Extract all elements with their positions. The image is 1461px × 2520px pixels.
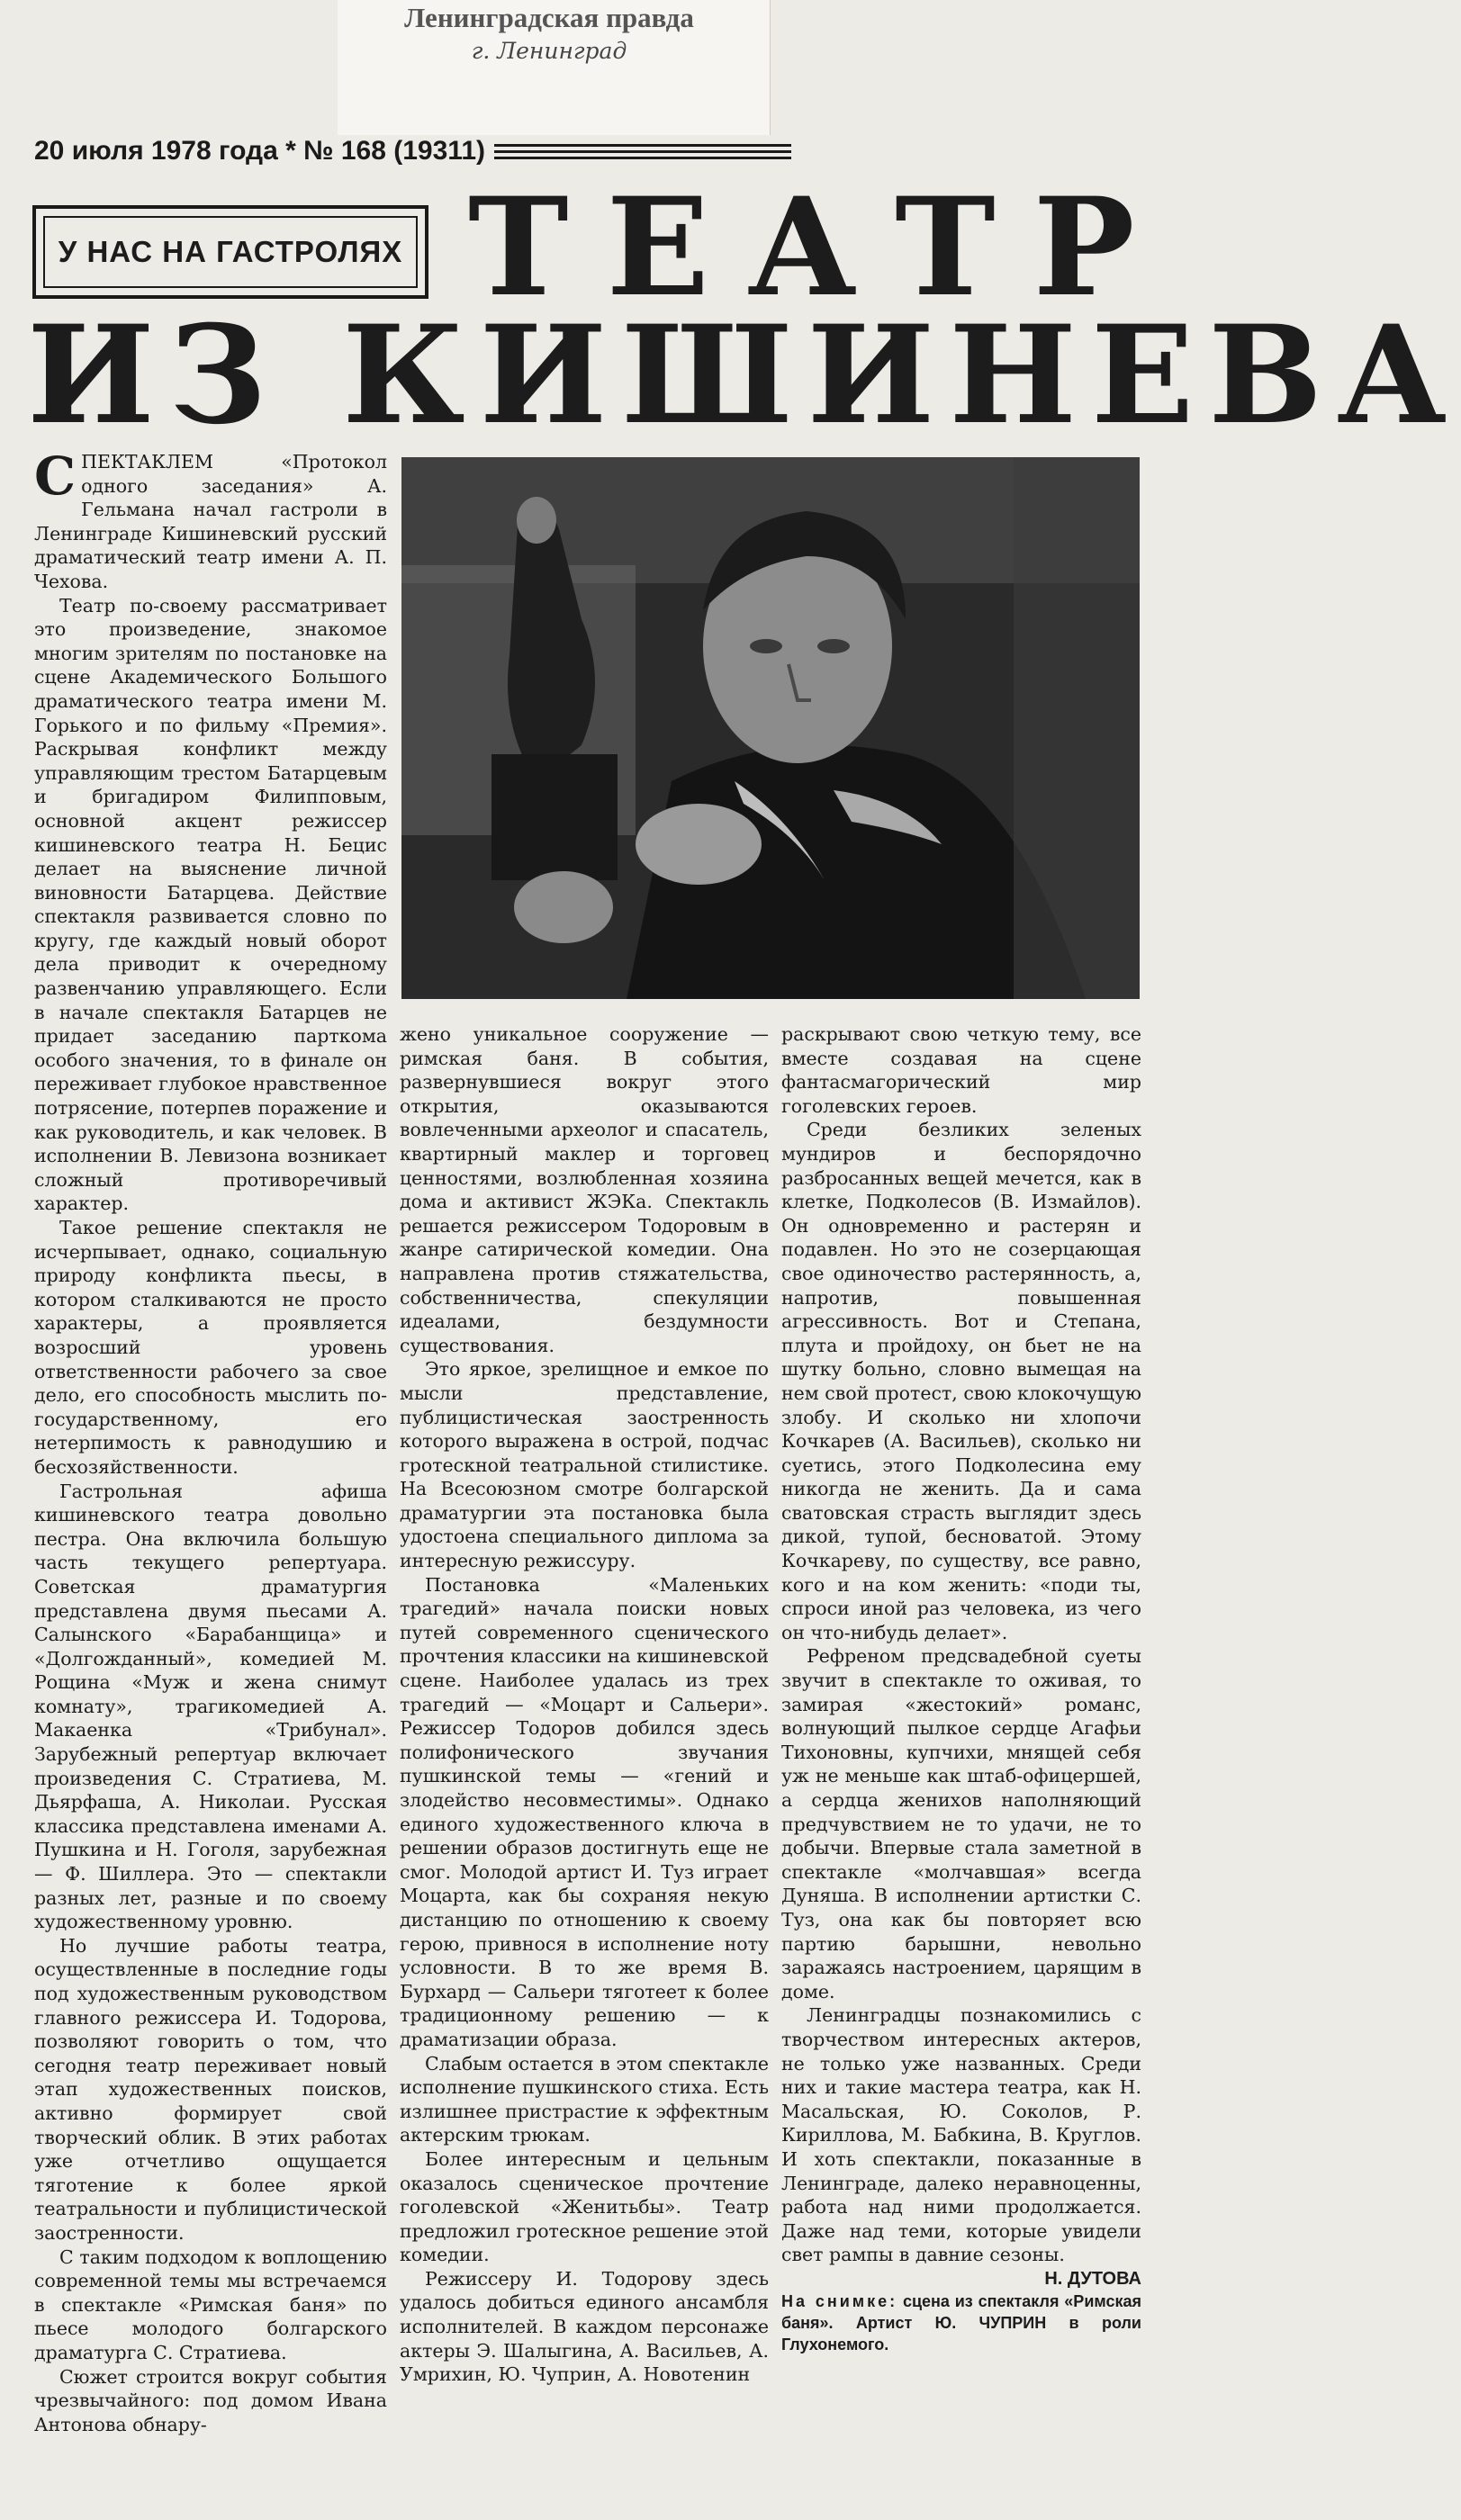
paragraph: Это яркое, зрелищное и емкое по мысли представление, публицистическая заостренность которого выражена в острой, подчас гротескной театральной стилистике. На Всесоюзном смотре болгарской драматургии эта постановка была удостоена специального диплома за интересную режиссуру. <box>400 1358 769 1572</box>
paragraph: Но лучшие работы театра, осуществленные в последние годы под художественным руководством главного режиссера И. Тодорова, позволяют говорить о том, что сегодня театр переживает новый этап художественных поисков, активно формирует свой творческий облик. В этих работах уже отчетливо ощущается тяготение к более яркой театральности и публицистической заостренности. <box>34 1934 387 2244</box>
paragraph: Театр по-своему рассматривает это произведение, знакомое многим зрителям по постановке на сцене Академического Большого драматического театра имени М. Горького и по фильму «Премия». Раскрывая конфликт между управляющим трестом Батарцевым и бригадиром Филипповым, основной акцент режиссер кишиневского театра Н. Бецис делает на выяснение личной виновности Батарцева. Действие спектакля развивается словно по кругу, где каждый новый оборот дела приводит к очередному развенчанию управляющего. Если в начале спектакля Батарцев не придает заседанию парткома особого значения, то в финале он переживает глубокое нравственное потрясение, потерпев поражение и как руководитель, и как человек. В исполнении В. Левизона возникает сложный противоречивый характер. <box>34 594 387 1215</box>
paragraph: жено уникальное сооружение — римская баня. В события, развернувшиеся вокруг этого открытия, оказываются вовлеченными археолог и спасатель, квартирный маклер и торговец ценностями, возлюбленная хозяина дома и активист ЖЭКа. Спектакль решается режиссером Тодоровым в жанре сатирической комедии. Она направлена против стяжательства, собственничества, спекуляции идеалами, бездумности существования. <box>400 1023 769 1356</box>
issue-rules <box>494 140 791 163</box>
paragraph: Ленинградцы познакомились с творчеством интересных актеров, не только уже названных. Среди них и такие мастера театра, как Н. Масальская, Ю. Соколов, Р. Кириллова, М. Бабкина, В. Круглов. И хоть спектакли, показанные в Ленинграде, далеко неравноценны, работа над ними продолжается. Даже над теми, которые увидели свет рампы в давние сезоны. <box>781 2004 1141 2266</box>
paragraph: Режиссеру И. Тодорову здесь удалось добиться единого ансамбля исполнителей. В каждом персонаже актеры Э. Шалыгина, А. Васильев, А. Умрихин, Ю. Чуприн, А. Новотенин <box>400 2267 769 2386</box>
paragraph: Гастрольная афиша кишиневского театра довольно пестра. Она включила большую часть текущего репертуара. Советская драматургия представлена двумя пьесами А. Салынского «Барабанщица» и «Долгожданный», комедией М. Рощина «Муж и жена снимут комнату», трагикомедией А. Макаенка «Трибунал». Зарубежный репертуар включает произведения С. Стратиева, М. Дьярфаша, А. Николаи. Русская классика представлена именами А. Пушкина и Н. Гоголя, зарубежная — Ф. Шиллера. Это — спектакли разных лет, разные и по своему художественному уровню. <box>34 1480 387 1933</box>
caption-lead: На снимке: <box>781 2292 898 2311</box>
paragraph: раскрывают свою четкую тему, все вместе создавая на сцене фантасмагорический мир гоголевских героев. <box>781 1023 1141 1117</box>
headline-line-2: ИЗ КИШИНЕВА <box>27 296 1461 454</box>
caption-text: сцена из спектакля «Римская баня». Артист Ю. ЧУПРИН в роли Глухонемого. <box>781 2292 1141 2354</box>
article-column-1 <box>34 446 387 2436</box>
paragraph: Более интересным и цельным оказалось сценическое прочтение гоголевской «Женитьбы». Театр предложил гротескное решение этой комедии. <box>400 2147 769 2266</box>
paragraph: Слабым остается в этом спектакле исполнение пушкинского стиха. Есть излишнее пристрастие к эффектным актерским трюкам. <box>400 2052 769 2146</box>
paragraph: С таким подходом к воплощению современной темы мы встречаемся в спектакле «Римская баня» по пьесе молодого болгарского драматурга С. Стратиева. <box>34 2246 387 2363</box>
author-signature: Н. ДУТОВА <box>1044 2268 1141 2289</box>
issue-line <box>34 133 1150 169</box>
photo-caption <box>781 2290 1141 2355</box>
paragraph: Такое решение спектакля не исчерпывает, однако, социальную природу конфликта пьесы, в котором сталкиваются не просто характеры, а проявляется возросший уровень ответственности рабочего за свое дело, его способность мыслить по-государственному, его нетерпимость к равнодушию и бесхозяйственности. <box>34 1217 387 1478</box>
headline-line-1: ТЕАТР <box>468 168 1173 327</box>
rubric-label: У НАС НА ГАСТРОЛЯХ <box>43 216 418 288</box>
issue-date-number: 20 июля 1978 года * № 168 (19311) <box>34 136 486 166</box>
actor-photo-image <box>401 457 1140 999</box>
paragraph: Среди безликих зеленых мундиров и беспорядочно разбросанных вещей мечется, как в клетке, Подколесов (В. Измайлов). Он одновременно и растерян и подавлен. Но это не созерцающая свое одиночество растерянность, а, напротив, повышенная агрессивность. Вот и Степана, плута и пройдоху, он бьет не на шутку больно, словно вымещая на нем свой протест, свою клокочущую злобу. И сколько ни хлопочи Кочкарев (А. Васильев), сколько ни суетись, этого Подколесина ему никогда не женить. Да и сама сватовская страсть выглядит здесь дикой, тупой, бесноватой. Этому Кочкареву, по существу, все равно, кого и на ком женить: «поди ты, спроси иной раз человека, из чего он что-нибудь делает». <box>781 1119 1141 1643</box>
rubric-box <box>32 205 428 299</box>
masthead-city: г. Ленинград <box>471 38 627 64</box>
paragraph: Сюжет строится вокруг события чрезвычайного: под домом Ивана Антонова обнару- <box>34 2365 387 2435</box>
scene-photo <box>401 457 1140 999</box>
masthead-title: Ленинградская правда <box>404 2 694 33</box>
article-column-3 <box>781 1022 1141 2355</box>
article-column-2 <box>400 1022 769 2387</box>
paragraph: Постановка «Маленьких трагедий» начала поиски новых путей современного сценического прочтения классики на кишиневской сцене. Наиболее удалась из трех трагедий — «Моцарт и Сальери». Режиссер Тодоров добился здесь полифонического звучания пушкинской темы — «гений и злодейство несовместимы». Однако единого художественного ключа в решении образов достигнуть еще не смог. Молодой артист И. Туз играет Моцарта, как бы сохраняя некую дистанцию по отношению к своему герою, привнося в исполнение ноту условности. В то же время В. Бурхард — Сальери тяготеет к более традиционному решению — к драматизации образа. <box>400 1573 769 2050</box>
paragraph: Рефреном предсвадебной суеты звучит в спектакле то оживая, то замирая «жестокий» романс, волнующий пылкое сердце Агафьи Тихоновны, купчихи, мнящей себя уж не меньше как штаб-офицершей, а сердца женихов наполняющий предчувствием не то удачи, не то добычи. Впервые стала заметной в спектакле «молчавшая» всегда Дуняша. В исполнении артистки С. Туз, она как бы повторяет всю партию барышни, невольно заражаясь настроением, царящим в доме. <box>781 1645 1141 2002</box>
paragraph: СПЕКТАКЛЕМ «Протокол одного заседания» А. Гельмана начал гастроли в Ленинграде Кишиневский русский драматический театр имени А. П. Чехова. <box>34 446 387 592</box>
drop-cap: С <box>34 446 77 507</box>
